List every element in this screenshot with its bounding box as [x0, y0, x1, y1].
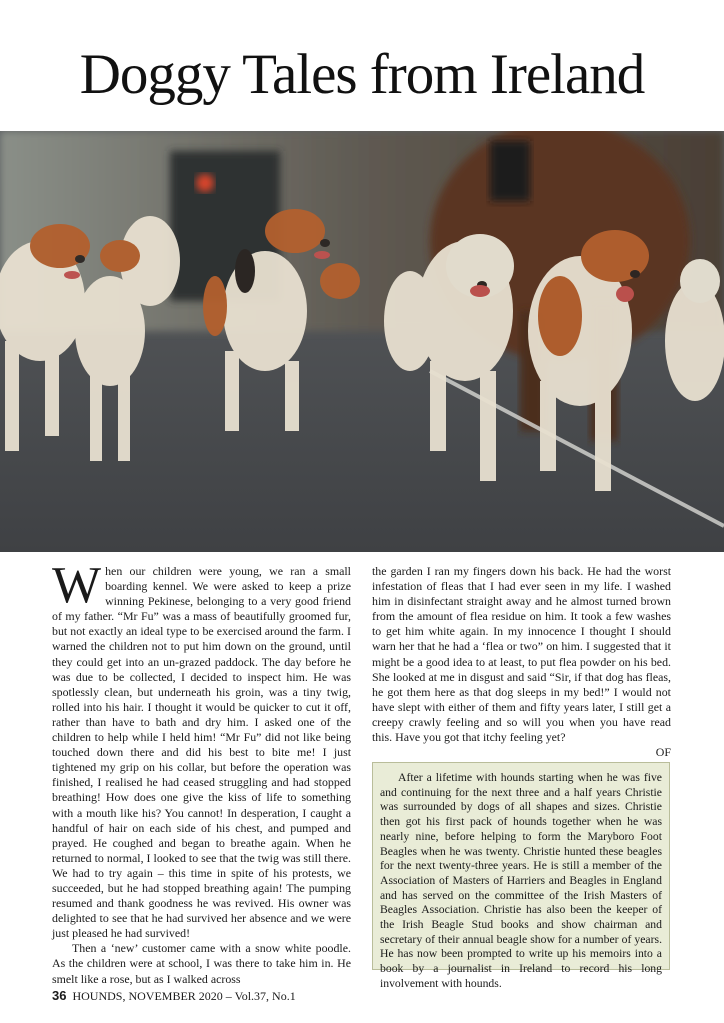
- publication-info: HOUNDS, NOVEMBER 2020 – Vol.37, No.1: [72, 989, 296, 1003]
- article-column-right: [372, 564, 671, 760]
- article-paragraph: the garden I ran my fingers down his back. He had the worst infestation of fleas that I had ever seen in my life. I washed him in disinfectant straight away and he almost turned brown from the amount of flea residue on him. It took a few washes to get him white again. In my innocence I thought I should warn her that he had a ‘flea or two” on him. I suggested that it might be a good idea to at least, to put flea powder on his bed. She looked at me in disgust and said “Sir, if that dog has fleas, he got them here as that dog sleeps in my bed!” I would not have slept with either of them and fifty years later, I still get a creepy crawly feeling and so will you when you have read this. Have you got that itchy feeling yet?: [372, 564, 671, 745]
- drop-cap: W: [52, 557, 102, 614]
- article-title: Doggy Tales from Ireland: [79, 43, 645, 106]
- page-number: 36: [52, 988, 67, 1003]
- author-bio-box: [372, 762, 670, 990]
- article-column-left: [52, 557, 351, 987]
- hounds-running-photo: [0, 131, 724, 552]
- author-bio-text: After a lifetime with hounds starting when he was five and continuing for the next three and a half years Christie was surrounded by dogs of all shapes and sizes. Christie then got his first pack of hounds together when he was nearly nine, before helping to form the Maryboro Foot Beagles when he was twenty. Christie hunted these beagles for the next twenty-three years. He is still a member of the Association of Masters of Harriers and Beagles in England and has served on the committee of the Irish Masters of Beagles Association. Christie has also been the keeper of the Irish Beagle Stud books and show chairman and secretary of their annual beagle show for a number of years. He has now been prompted to write up his memoirs into a book by a journalist in Ireland to record his long involvement with hounds.: [380, 771, 662, 990]
- page-footer: [52, 988, 296, 1004]
- author-initials: OF: [655, 745, 671, 760]
- article-paragraph: Then a ‘new’ customer came with a snow white poodle. As the children were at school, I was there to take him in. He smelt like a rose, but as I walked across: [52, 941, 351, 986]
- article-paragraph: hen our children were young, we ran a small boarding kennel. We were asked to keep a prize winning Pekinese, belonging to a very good friend of my father. “Mr Fu” was a mass of beautifully groomed fur, but not exactly an ideal type to be exercised around the farm. I warned the children not to put him down on the ground, until they could get into an un-grazed paddock. The day before he was due to be collected, I decided to inspect him. He was spotlessly clean, but underneath his groin, was a tiny twig, rolled into his hair. I thought it would be quicker to cut it off, rather than have to bath and dry him. I asked one of the children to help while I held him! “Mr Fu” did not like being touched down there and did his best to bite me! I just tightened my grip on his collar, but before the operation was finished, I realised he had ceased struggling and had stopped breathing! How does one give the kiss of life to something with a mouth like his? You cannot! In desperation, I caught a handful of hair on each side of his chest, and pumped and prayed. He coughed and began to breathe again. When he returned to normal, I looked to see that the twig was still there. We had to try again – this time in spite of his protests, we succeeded, but he had stopped breathing again! The pumping resumed and thank goodness he was revived. His owner was delighted to see that he had survived her absence and we were just pleased he had survived!: [52, 564, 351, 941]
